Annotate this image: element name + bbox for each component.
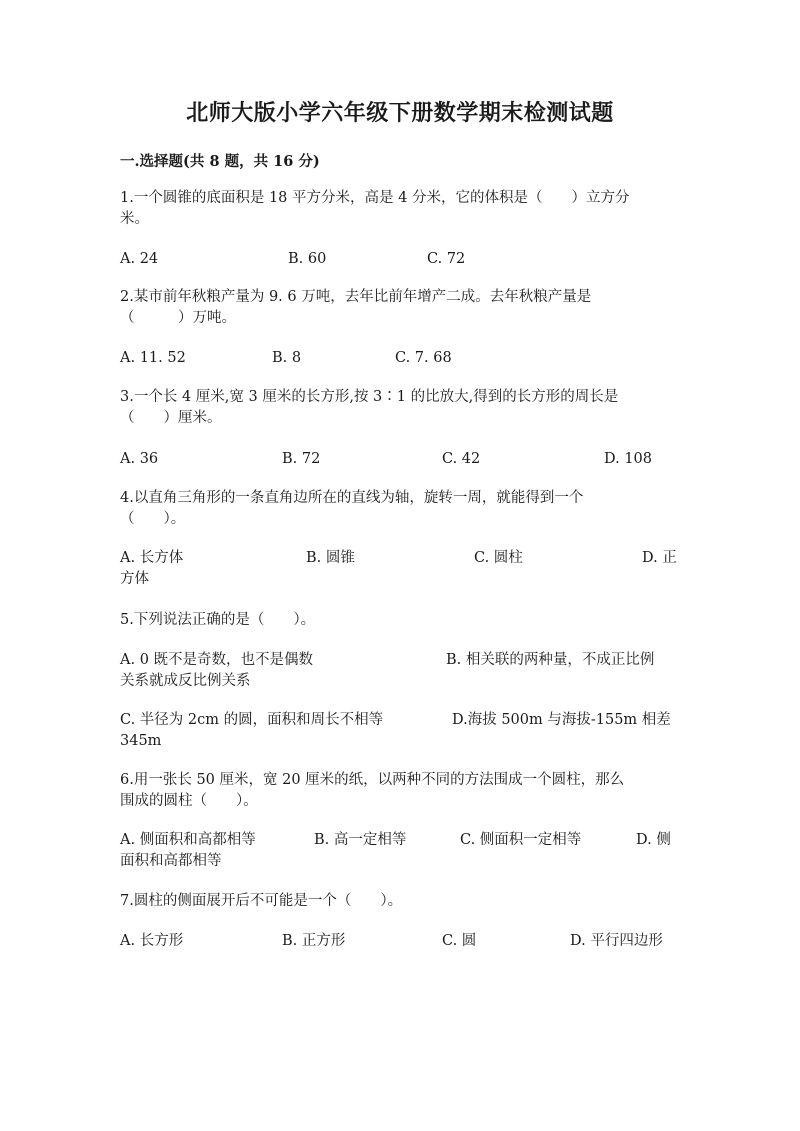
question-2 (120, 287, 680, 329)
option-a[interactable]: A. 0 既不是奇数，也不是偶数 (120, 652, 314, 668)
question-3 (120, 387, 680, 429)
option-b[interactable]: B. 8 (272, 350, 302, 366)
question-7-options (120, 931, 680, 952)
option-a[interactable]: A. 侧面积和高都相等 (120, 832, 256, 848)
option-c[interactable]: C. 半径为 2cm 的圆，面积和周长不相等 (120, 712, 384, 728)
option-c[interactable]: C. 72 (427, 251, 466, 267)
option-b[interactable]: B. 圆锥 (306, 550, 355, 566)
option-b[interactable]: B. 60 (288, 251, 327, 267)
option-d[interactable]: D.海拔 500m 与海拔-155m 相差 (452, 712, 671, 728)
question-4-line-2: （ ）。 (120, 511, 186, 527)
question-2-options (120, 348, 680, 369)
question-5-option-d-continuation: 345m (120, 733, 162, 749)
question-4 (120, 488, 680, 530)
option-d[interactable]: D. 侧 (636, 832, 671, 848)
option-d[interactable]: D. 平行四边形 (570, 933, 663, 949)
question-1-options (120, 249, 680, 270)
question-1-line-2: 米。 (120, 211, 149, 227)
question-6-line-1: 6.用一张长 50 厘米，宽 20 厘米的纸，以两种不同的方法围成一个圆柱，那么 (120, 772, 625, 788)
option-c[interactable]: C. 圆 (442, 933, 477, 949)
option-a[interactable]: A. 长方形 (120, 933, 184, 949)
question-5-options-row-1 (120, 650, 680, 671)
question-7 (120, 891, 680, 912)
question-1-line-1: 1.一个圆锥的底面积是 18 平方分米，高是 4 分米，它的体积是（ ）立方分 (120, 190, 630, 206)
question-2-line-1: 2.某市前年秋粮产量为 9. 6 万吨，去年比前年增产二成。去年秋粮产量是 (120, 289, 592, 305)
question-5-option-b-continuation: 关系就成反比例关系 (120, 673, 251, 689)
question-6 (120, 770, 680, 812)
question-6-option-d-continuation: 面积和高都相等 (120, 853, 222, 869)
option-d[interactable]: D. 108 (604, 451, 653, 467)
option-c[interactable]: C. 侧面积一定相等 (460, 832, 582, 848)
option-c[interactable]: C. 42 (442, 451, 481, 467)
question-3-options (120, 449, 680, 470)
option-c[interactable]: C. 7. 68 (395, 350, 452, 366)
question-5-options-row-2 (120, 710, 680, 731)
question-6-line-2: 围成的圆柱（ ）。 (120, 793, 258, 809)
option-b[interactable]: B. 高一定相等 (314, 832, 407, 848)
option-d[interactable]: D. 正 (642, 550, 677, 566)
question-4-options (120, 548, 680, 569)
option-b[interactable]: B. 相关联的两种量，不成正比例 (446, 652, 655, 668)
option-b[interactable]: B. 正方形 (282, 933, 346, 949)
question-2-line-2: （ ）万吨。 (120, 310, 236, 326)
question-4-line-1: 4.以直角三角形的一条直角边所在的直线为轴，旋转一周，就能得到一个 (120, 490, 584, 506)
question-4-option-d-continuation: 方体 (120, 571, 149, 587)
question-5 (120, 610, 680, 631)
question-3-line-2: （ ）厘米。 (120, 410, 222, 426)
option-a[interactable]: A. 11. 52 (120, 350, 186, 366)
option-a[interactable]: A. 长方体 (120, 550, 184, 566)
question-3-line-1: 3.一个长 4 厘米,宽 3 厘米的长方形,按 3∶1 的比放大,得到的长方形的周长是 (120, 389, 619, 405)
question-7-line-1: 7.圆柱的侧面展开后不可能是一个（ ）。 (120, 893, 403, 909)
question-1 (120, 188, 680, 230)
option-a[interactable]: A. 36 (120, 451, 159, 467)
option-b[interactable]: B. 72 (282, 451, 321, 467)
option-c[interactable]: C. 圆柱 (474, 550, 523, 566)
question-5-line-1: 5.下列说法正确的是（ ）。 (120, 612, 316, 628)
section-heading: 一.选择题(共 8 题，共 16 分) (120, 153, 320, 170)
exam-title: 北师大版小学六年级下册数学期末检测试题 (186, 100, 614, 126)
option-a[interactable]: A. 24 (120, 251, 159, 267)
question-6-options (120, 830, 680, 851)
